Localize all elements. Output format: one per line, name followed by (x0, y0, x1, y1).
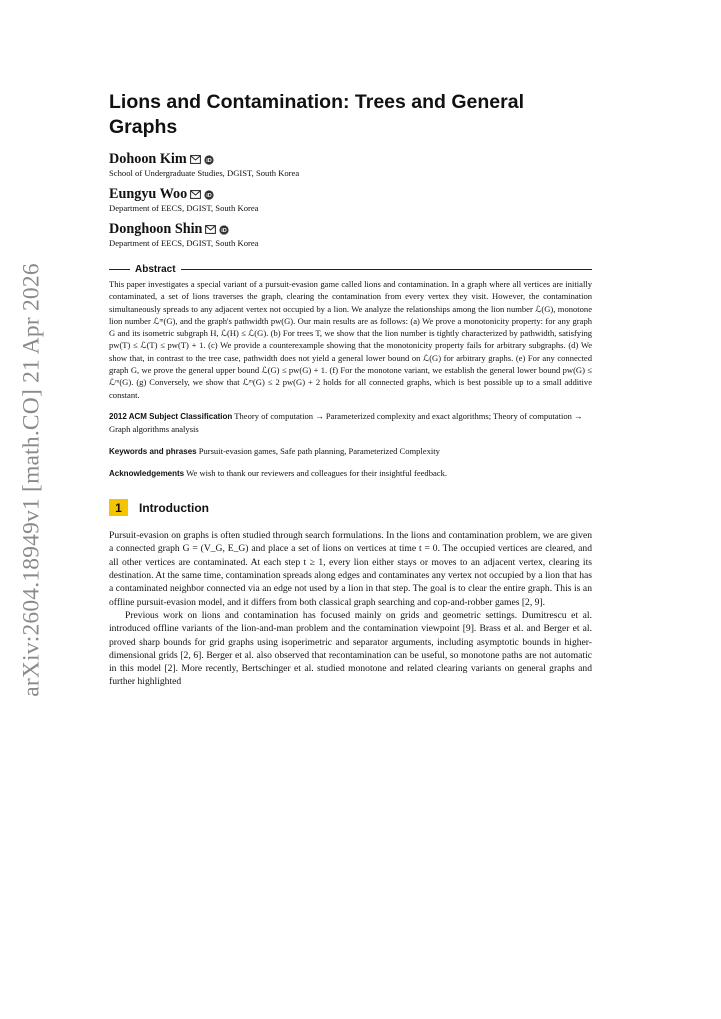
divider (109, 269, 130, 270)
author-block (109, 185, 592, 214)
author-block (109, 220, 592, 249)
email-icon[interactable] (190, 155, 201, 164)
section-title: Introduction (139, 500, 209, 515)
keywords (109, 445, 592, 458)
orcid-icon[interactable] (204, 190, 214, 200)
body-paragraph: Pursuit-evasion on graphs is often studied through search formulations. In the lions and contamination problem, we are given a connected graph G = (V_G, E_G) and place a set of lions on vertices at time t = 0. The occupied vertices are cleared, and all other vertices are contaminated. At each step t ≥ 1, every lion either stays or moves to an adjacent vertex, clearing its destination. At the same time, contamination spreads along edges and contaminates any vertex not occupied by a lion that has a contaminated neighbor connected via an edge not used by a lion in that step. The goal is to clear the entire graph. This is an offline pursuit-evasion model, and it differs from both classical graph searching and cop-and-robber games [2, 9]. (109, 530, 592, 608)
author-block (109, 150, 592, 179)
abstract-heading (109, 263, 592, 275)
arxiv-stamp: arXiv:2604.18949v1 [math.CO] 21 Apr 2026 (18, 263, 45, 697)
author-name: Dohoon Kim (109, 151, 187, 167)
svg-text:iD: iD (205, 157, 212, 164)
abstract-label: Abstract (135, 263, 176, 275)
acknowledgements (109, 467, 592, 480)
email-icon[interactable] (190, 190, 201, 199)
email-icon[interactable] (205, 225, 216, 234)
svg-text:iD: iD (206, 192, 212, 199)
author-affiliation: Department of EECS, DGIST, South Korea (109, 238, 259, 248)
keywords-label: Keywords and phrases (109, 446, 197, 456)
author-name: Eungyu Woo (109, 186, 188, 202)
acknowledgements-label: Acknowledgements (109, 468, 185, 478)
paper-page (109, 90, 592, 689)
paper-title: Lions and Contamination: Trees and General Graphs (109, 91, 524, 138)
abstract-text: This paper investigates a special variant of a pursuit-evasion game called lions and contamination. In a graph where all vertices are initially contaminated, a set of lions traverses the graph, clearing the contamination from every vertex they visit. However, the contamination simultaneously spreads to any adjacent vertex not occupied by a lion. We analyze the relationships among the lion number ℒ(G), monotone lion number ℒᵐ(G), and the graph's pathwidth pw(G). Our main results are as follows: (a) We prove a monotonicity property: for any graph G and its isometric subgraph H, ℒ(H) ≤ ℒ(G). (b) For trees T, we show that the lion number is tightly characterized by pathwidth, satisfying pw(T) ≤ ℒ(T) ≤ pw(T) + 1. (c) We provide a counterexample showing that the monotonicity property fails for arbitrary subgraphs. (d) We show that, in contrast to the tree case, pathwidth does not yield a general lower bound on ℒ(G) for arbitrary graphs. (e) For any connected graph G, we prove the general upper bound ℒ(G) ≤ pw(G) + 1. (f) For the monotone variant, we establish the general lower bound pw(G) ≤ ℒᵐ(G). (g) Conversely, we show that ℒᵐ(G) ≤ 2 pw(G) + 2 holds for all connected graphs, which is best possible up to a small additive constant. (109, 279, 592, 400)
subject-classification-label: 2012 ACM Subject Classification (109, 411, 233, 421)
subject-classification (109, 410, 592, 436)
orcid-icon[interactable] (219, 225, 229, 235)
body-paragraph: Previous work on lions and contamination has focused mainly on grids and geometric settings. Dumitrescu et al. introduced offline variants of the lion-and-man problem and the contamination viewpoint [9]. Brass et al. and Berger et al. proved sharp bounds for grid graphs using isoperimetric and separator arguments, including asymptotic bounds in higher-dimensional grids [2, 6]. Berger et al. also observed that recontamination can be useful, so monotone paths are not automatic in this model [2]. More recently, Bertschinger et al. studied monotone and related clearing variants on general graphs and further highlighted (109, 609, 592, 688)
divider (181, 269, 592, 270)
subject-classification-text: Theory of computation → Parameterized complexity and exact algorithms; Theory of computation → Graph algorithms analysis (109, 410, 583, 435)
acknowledgements-text: We wish to thank our reviewers and colleagues for their insightful feedback. (186, 467, 447, 478)
section-number: 1 (109, 499, 128, 516)
keywords-text: Pursuit-evasion games, Safe path planning, Parameterized Complexity (198, 445, 440, 456)
section-heading (109, 499, 592, 516)
svg-text:iD: iD (221, 227, 228, 234)
author-name: Donghoon Shin (109, 221, 203, 237)
author-affiliation: School of Undergraduate Studies, DGIST, South Korea (109, 168, 300, 178)
orcid-icon[interactable] (204, 155, 214, 165)
author-affiliation: Department of EECS, DGIST, South Korea (109, 203, 259, 213)
